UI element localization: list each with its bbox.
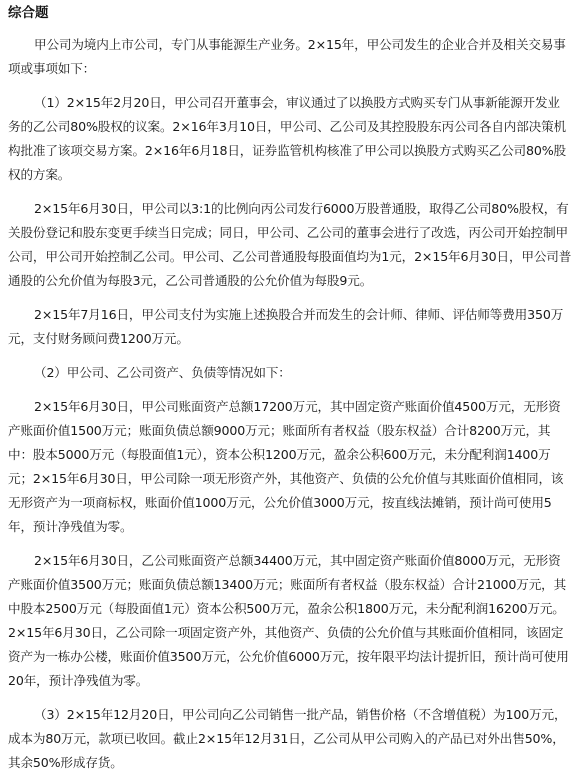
fees-paragraph: 2×15年7月16日，甲公司支付为实施上述换股合并而发生的会计师、律师、评估师等费用350万元，支付财务顾问费1200万元。: [8, 307, 564, 346]
company-b-balance-paragraph: 2×15年6月30日，乙公司账面资产总额34400万元，其中固定资产账面价值8000万元，无形资产账面价值3500万元；账面负债总额13400万元；账面所有者权益（股东权益）合计21000万元，其中股本2500万元（每股面值1元）资本公积500万元，盈余公积1800万元，未分配利润16200万元。2×15年6月30日，乙公司除一项固定资产外，其他资产、负债的公允价值与其账面价值相同，该固定资产为一栋办公楼，账面价值3500万元，公允价值6000万元，按年限平均法计提折旧，预计尚可使用20年，预计净残值为零。: [8, 553, 569, 688]
section-title: 综合题: [8, 5, 49, 21]
company-a-balance-paragraph: 2×15年6月30日，甲公司账面资产总额17200万元，其中固定资产账面价值4500万元，无形资产账面价值1500万元；账面负债总额9000万元；账面所有者权益（股东权益）合计8200万元，其中：股本5000万元（每股面值1元），资本公积1200万元，盈余公积600万元，未分配利润1400万元；2×15年6月30日，甲公司除一项无形资产外，其他资产、负债的公允价值与其账面价值相同，该无形资产为一项商标权，账面价值1000万元，公允价值3000万元，按直线法摊销，预计尚可使用5年，预计净残值为零。: [8, 399, 564, 534]
item-1-paragraph: （1）2×15年2月20日，甲公司召开董事会，审议通过了以换股方式购买专门从事新能源开发业务的乙公司80%股权的议案。2×16年3月10日，甲公司、乙公司及其控股股东丙公司各自内部决策机构批准了该项交易方案。2×16年6月18日，证券监管机构核准了甲公司以换股方式购买乙公司80%股权的方案。: [8, 95, 566, 182]
intro-paragraph: 甲公司为境内上市公司，专门从事能源生产业务。2×15年，甲公司发生的企业合并及相关交易事项或事项如下：: [8, 37, 566, 76]
share-issuance-paragraph: 2×15年6月30日，甲公司以3:1的比例向丙公司发行6000万股普通股，取得乙公司80%股权，有关股份登记和股东变更手续当日完成；同日，甲公司、乙公司的董事会进行了改选，丙公司开始控制甲公司，甲公司开始控制乙公司。甲公司、乙公司普通股每股面值均为1元，2×15年6月30日，甲公司普通股的公允价值为每股3元，乙公司普通股的公允价值为每股9元。: [8, 201, 572, 288]
item-3-paragraph: （3）2×15年12月20日，甲公司向乙公司销售一批产品，销售价格（不含增值税）为100万元，成本为80万元，款项已收回。截止2×15年12月31日，乙公司从甲公司购入的产品已对外出售50%，其余50%形成存货。: [8, 707, 567, 770]
item-2-paragraph: （2）甲公司、乙公司资产、负债等情况如下：: [34, 365, 291, 380]
